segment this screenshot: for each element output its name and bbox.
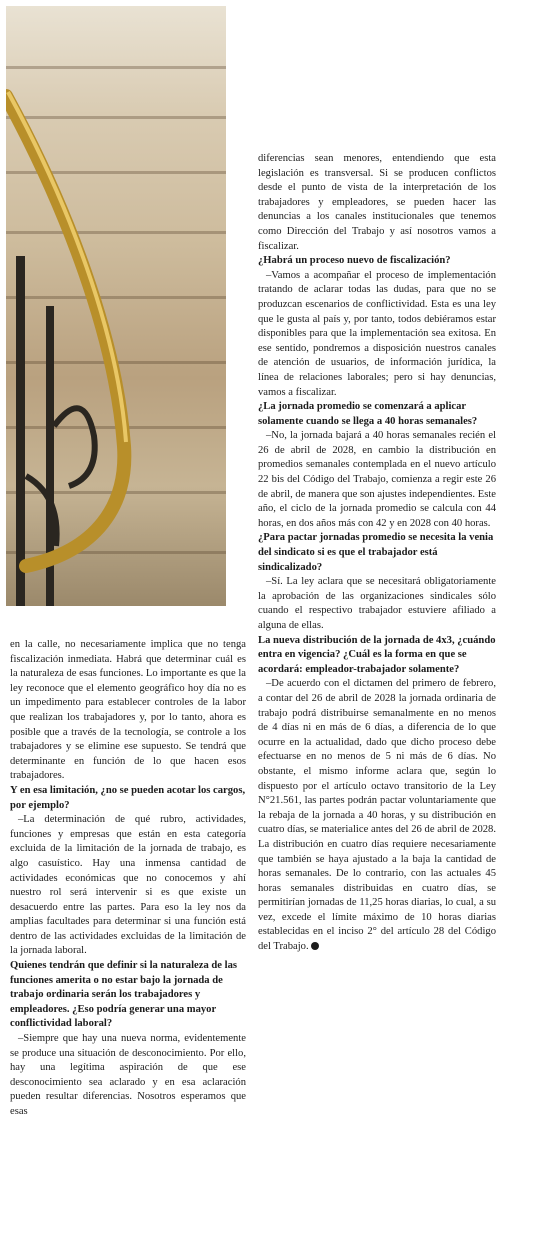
- interview-question: La nueva distribución de la jornada de 4x3, ¿cuándo entra en vigencia? ¿Cuál es la forma en que se acordará: empleador-trabajador solamente?: [258, 634, 496, 675]
- handrail-graphic: [6, 6, 226, 606]
- interview-answer: –De acuerdo con el dictamen del primero de febrero, a contar del 26 de abril de 2028 la jornada ordinaria de trabajo podrá distribuirse semanalmente en no menos de 4 días ni en más de 6 días, a diferencia de lo que ocurre en la actualidad, dado que dicho proceso debe efectuarse en no menos de 5 ni más de 6 días. No obstante, el mismo informe aclara que, según lo dispuesto por el artículo octavo transitorio de la Ley N°21.561, las partes podrán pactar voluntariamente que la rebaja de la jornada a 40 horas, y su distribución en cuatro días, se materialice antes del 26 de abril de 2028. La distribución en cuatro días requiere necesariamente que también se haya ajustado a la baja la cantidad de horas semanales. De lo contrario, con las actuales 45 horas semanales distribuidas en cuatro días, se permitirían jornadas de 11,25 horas diarias, lo cual, a su vez, excede el límite máximo de 10 horas diarias establecidas en el inciso 2° del artículo 28 del Código del Trabajo.: [258, 678, 496, 953]
- staircase-photo: [6, 6, 226, 606]
- interview-answer: –No, la jornada bajará a 40 horas semanales recién el 26 de abril de 2028, en cambio la distribución en promedios semanales contemplada en el nuevo artículo 22 bis del Código del Trabajo, comienza a regir este 26 de abril, de manera que son ajustes independientes. Este año, el ciclo de la jornada promedio se calcula con 44 horas, en dos años más con 42 y en 2028 con 40 horas.: [258, 430, 496, 529]
- interview-question: ¿Habrá un proceso nuevo de fiscalización?: [258, 255, 451, 267]
- interview-question: ¿Para pactar jornadas promedio se necesita la venia del sindicato si es que el trabajador está sindicalizado?: [258, 532, 494, 573]
- interview-answer: –Sí. La ley aclara que se necesitará obligatoriamente la aprobación de las organizaciones sindicales sólo cuando el respectivo trabajador estuviere afiliado a alguna de ellas.: [258, 576, 496, 631]
- interview-question: ¿La jornada promedio se comenzará a aplicar solamente cuando se llega a 40 horas semanales?: [258, 401, 478, 427]
- interview-answer: en la calle, no necesariamente implica que no tenga fiscalización inmediata. Habrá que determinar cuál es la naturaleza de esas funciones. Lo importante es que la ley reconoce que el elemento geográfico hoy día no es un impedimento para establecer controles de la labor que realizan los trabajadores y, por lo tanto, ahora es posible que a través de la tecnología, se controle a los trabajadores y se elimine ese supuesto. Se tendrá que determinante en función de lo que hacen esos trabajadores.: [10, 639, 246, 782]
- interview-question: Y en esa limitación, ¿no se pueden acotar los cargos, por ejemplo?: [10, 784, 246, 811]
- interview-answer: –Siempre que hay una nueva norma, evidentemente se produce una situación de desconocimiento. Por ello, hay una legítima aspiración de que ese desconocimiento sea aclarado y en esa aclaración pueden resultar diferencias. Nosotros esperamos que esas: [10, 1033, 246, 1117]
- interview-answer: diferencias sean menores, entendiendo que esta legislación es transversal. Si se producen conflictos desde el punto de vista de la interpretación de los trabajadores y empleadores, se pueden hacer las denuncias a los canales institucionales que tenemos como Dirección del Trabajo y así nosotros vamos a fiscalizar.: [258, 153, 496, 252]
- article-column-left: [10, 638, 246, 1120]
- interview-question: Quienes tendrán que definir si la naturaleza de las funciones amerita o no estar bajo la jornada de trabajo ordinaria serán los trabajadores y empleadores. ¿Eso podría generar una mayor conflictividad laboral?: [10, 960, 237, 1030]
- interview-answer: –Vamos a acompañar el proceso de implementación tratando de aclarar todas las dudas, para que no se produzcan escenarios de conflictividad. Esta es una ley que le gusta al país y, por tanto, todos debiéramos estar disponibles para que la implementación sea exitosa. En ese sentido, pondremos a disposición nuestros canales de atención de usuarios, de información jurídica, la línea de relaciones laborales; pero si hay denuncias, vamos a fiscalizar.: [258, 269, 496, 398]
- article-column-right: [258, 152, 496, 955]
- interview-answer: –La determinación de qué rubro, actividades, funciones y empresas que están en esta categoría excluida de la limitación de la jornada de trabajo, es algo casuístico. Hay una inmensa cantidad de actividades económicas que no conocemos y ahí nuestro rol será intervenir si es que existe un desacuerdo entre las partes. Para eso la ley nos da amplias facultades para determinar si una función está dentro de las actividades excluidas de la limitación de la jornada laboral.: [10, 814, 246, 957]
- end-of-article-mark: [311, 942, 319, 950]
